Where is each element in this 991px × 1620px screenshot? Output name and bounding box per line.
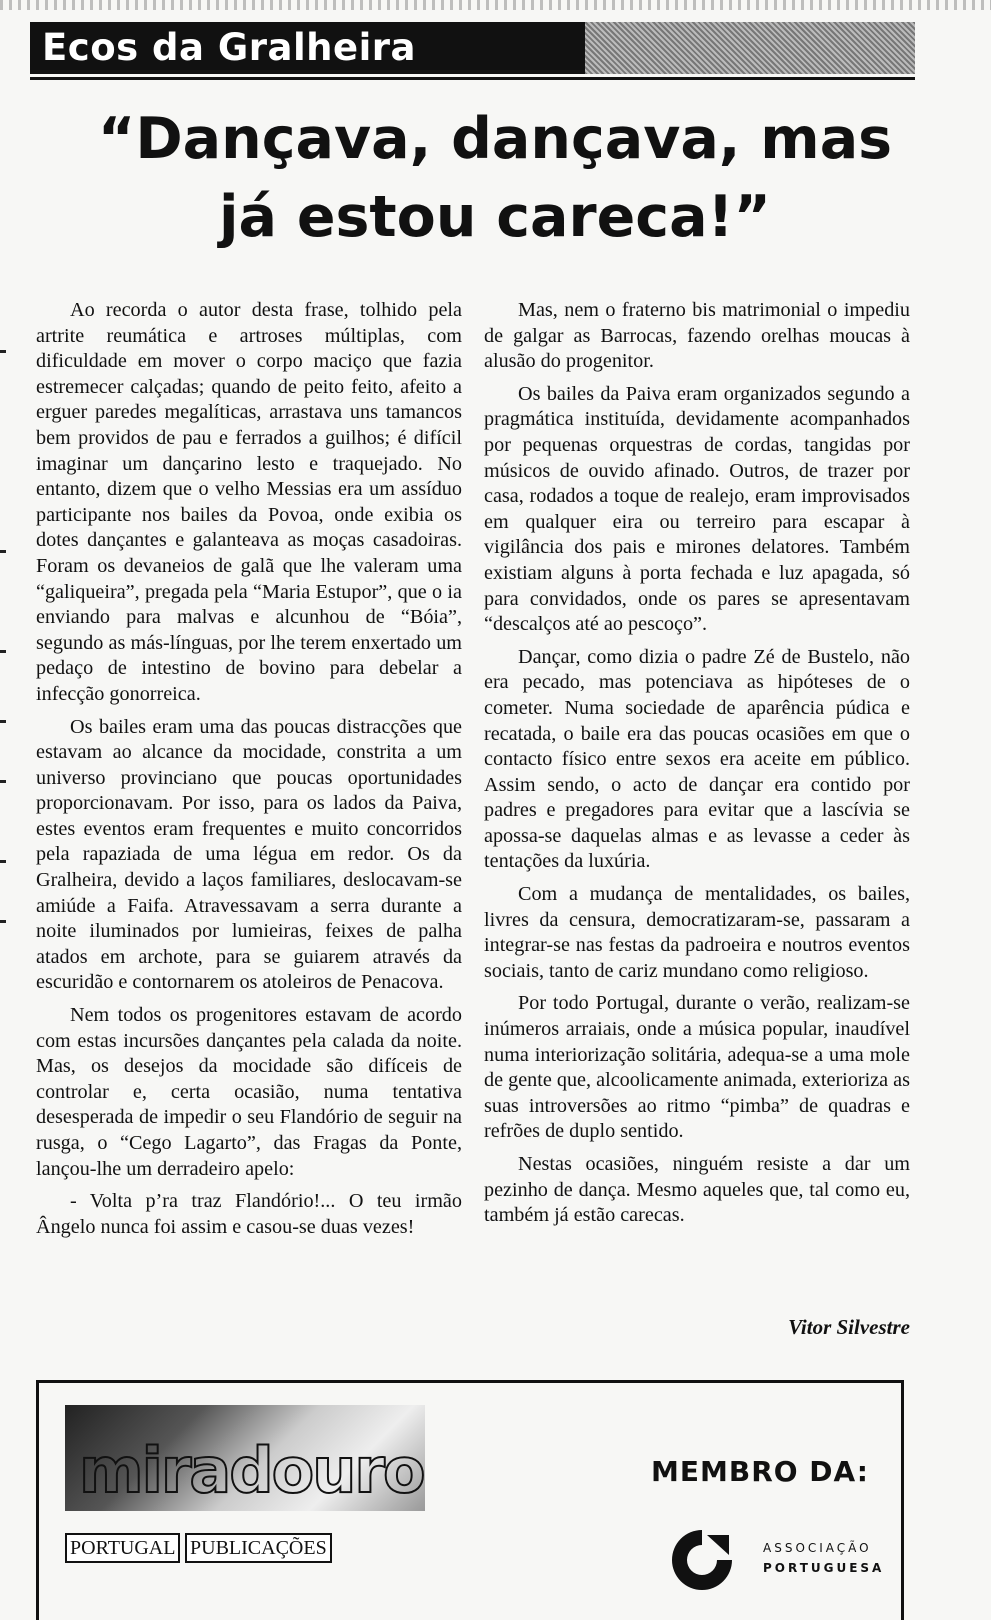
- article-paragraph: Por todo Portugal, durante o verão, realizam-se inúmeros arraiais, onde a música popular, inaudível numa interiorização solitária, adequa-se a uma mole de gente que, alcoolicamente animada, exterioriza as suas introversões ao ritmo “pimba” de quadras e refrões de duplo sentido.: [484, 992, 910, 1143]
- publicacoes-tag: PUBLICAÇÕES: [185, 1533, 332, 1563]
- margin-mark: [0, 650, 6, 653]
- association-name-line-2: PORTUGUESA: [763, 1561, 885, 1575]
- margin-mark: [0, 350, 6, 353]
- section-header-bar: [30, 22, 915, 74]
- advertisement-box: [36, 1380, 904, 1620]
- member-title: MEMBRO DA:: [651, 1455, 869, 1488]
- article-paragraph: Os bailes da Paiva eram organizados segundo a pragmática instituída, devidamente acompanhados por pequenas orquestras de cordas, tangidas por músicos de ouvido afinado. Outros, de trazer por casa, rodados a toque de realejo, eram improvisados em qualquer eira ou terreiro para escapar à vigilância dos pais e mirones delatores. Também existiam alguns à porta fechada e luz apagada, só para convidados, onde os pares se apresentavam “descalços até ao pescoço”.: [484, 382, 910, 636]
- article-paragraph: Nem todos os progenitores estavam de acordo com estas incursões dançantes pela calada da noite. Mas, os desejos da mocidade são difíceis de controlar e, certa ocasião, numa tentativa desesperada de impedir o seu Flandório de seguir na rusga, o “Cego Lagarto”, das Fragas da Ponte, lançou-lhe um derradeiro apelo:: [36, 1004, 462, 1180]
- association-logo-icon: [667, 1525, 737, 1595]
- margin-mark: [0, 720, 6, 723]
- margin-mark: [0, 780, 6, 783]
- article-dialogue-paragraph: - Volta p’ra traz Flandório!... O teu irmão Ângelo nunca foi assim e casou-se duas vezes!: [36, 1190, 462, 1238]
- article-paragraph: Os bailes eram uma das poucas distracções que estavam ao alcance da mocidade, constrita a um universo provinciano que poucas oportunidades proporcionavam. Por isso, para os lados da Paiva, estes eventos eram frequentes e muito concorridos pela rapaziada de uma légua em redor. Os da Gralheira, devido a laços familiares, deslocavam-se amiúde a Faifa. Atravessavam a serra durante a noite iluminados por lumieiras, feixes de palha atados em archote, para se guiarem através da escuridão e contornarem os atoleiros de Penacova.: [36, 715, 462, 994]
- section-bar-underline: [30, 77, 915, 80]
- article-paragraph: Mas, nem o fraterno bis matrimonial o impediu de galgar as Barrocas, fazendo orelhas moucas à alusão do progenitor.: [484, 299, 910, 373]
- article-paragraph: Dançar, como dizia o padre Zé de Bustelo, não era pecado, mas potenciava as hipóteses de o cometer. Numa sociedade de aparência púdica e recatada, o baile era das poucas ocasiões em que o contacto físico entre sexos era aceite em público. Assim sendo, o acto de dançar era contido por padres e pregadores para evitar que a lascívia se apossa-se daquelas almas e as levasse a ceder às tentações da luxúria.: [484, 645, 910, 873]
- headline-line-2: já estou careca!”: [219, 184, 771, 250]
- logo-wordmark: miradouro: [79, 1434, 424, 1507]
- article-paragraph: Nestas ocasiões, ninguém resiste a dar um pezinho de dança. Mesmo aqueles que, tal como eu, também já estão carecas.: [484, 1153, 910, 1227]
- article-paragraph: Com a mudança de mentalidades, os bailes, livres da censura, democratizaram-se, passaram a integrar-se nas festas da padroeira e noutros eventos sociais, tanto de cariz mundano como religioso.: [484, 883, 910, 982]
- article-column-right: [484, 298, 910, 1236]
- author-byline: Vitor Silvestre: [788, 1315, 910, 1339]
- margin-mark: [0, 550, 6, 553]
- headline-line-1: “Dançava, dançava, mas: [97, 106, 893, 172]
- margin-mark: [0, 920, 6, 923]
- section-title: Ecos da Gralheira: [42, 26, 416, 69]
- portugal-tag: PORTUGAL: [65, 1533, 180, 1563]
- margin-mark: [0, 860, 6, 863]
- left-margin-bleed-marks: [0, 320, 10, 1320]
- association-name-line-1: ASSOCIAÇÃO: [763, 1541, 872, 1555]
- article-paragraph: Ao recorda o autor desta frase, tolhido pela artrite reumática e artroses múltiplas, com dificuldade em mover o corpo maciço que fazia estremecer calçadas; quando de peito feito, afeito a erguer paredes megalíticas, arrastava uns tamancos bem providos de pau e ferrados a guilhos; é difícil imaginar um dançarino lesto e traquejado. No entanto, dizem que o velho Messias era um assíduo participante nos bailes da Povoa, onde exibia os dotes dançantes e galanteava as moças casadoiras. Foram os devaneios de galã que lhe valeram uma “galiqueira”, pregada pela “Maria Estupor”, que o ia enviando para malvas e alcunhou de “Bóia”, segundo as más-línguas, por lhe terem enxertado um pedaço de intestino de bovino para debelar a infecção gonorreica.: [36, 299, 462, 705]
- miradouro-logo: [65, 1405, 425, 1511]
- section-bar-texture: [585, 22, 915, 74]
- page-top-edge: [0, 0, 991, 10]
- article-headline: [20, 100, 970, 256]
- article-column-left: [36, 298, 462, 1247]
